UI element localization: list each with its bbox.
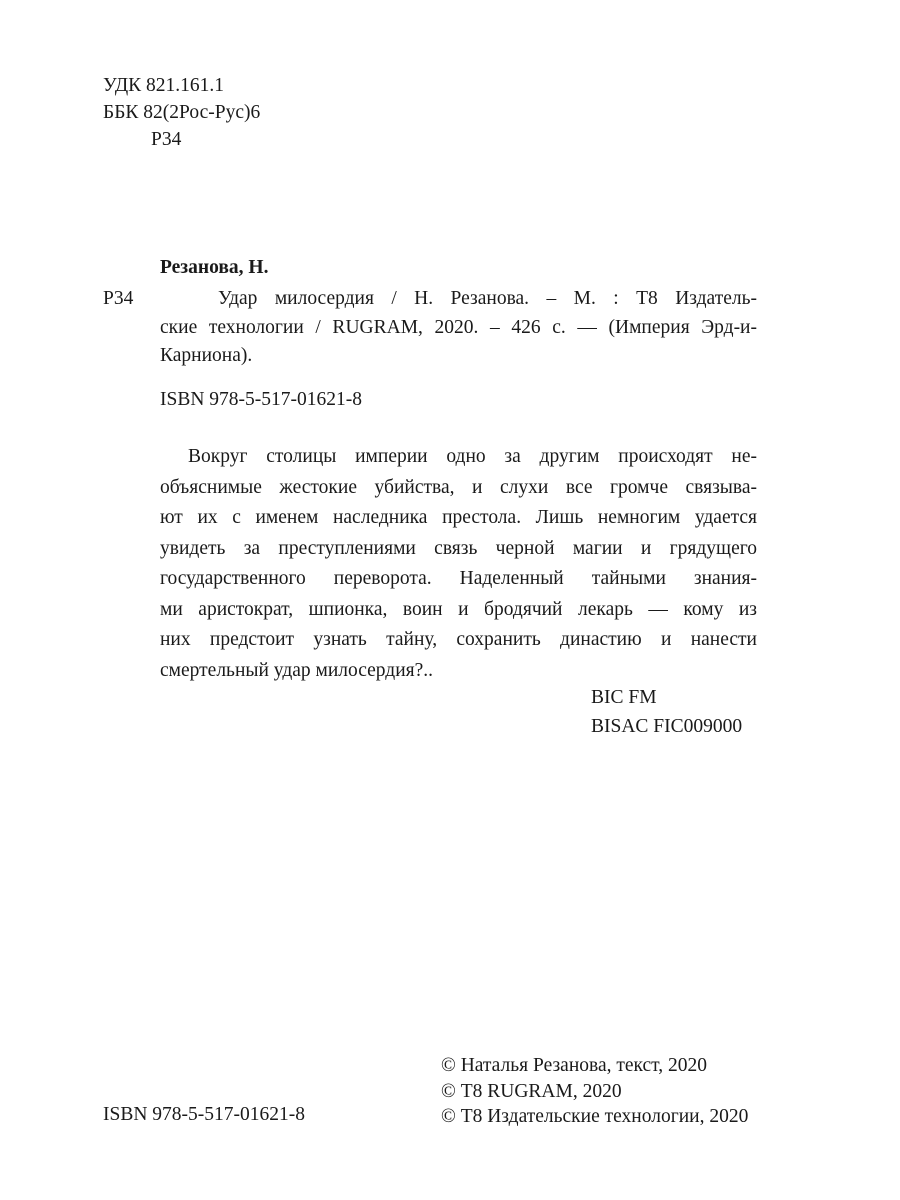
bbk-code: ББК 82(2Рос-Рус)6 bbox=[103, 102, 261, 123]
annotation-line: объяснимые жестокие убийства, и слухи все громче связыва- bbox=[160, 476, 757, 498]
bic-code: BIC FM bbox=[591, 687, 657, 708]
annotation-line: увидеть за преступлениями связь черной магии и грядущего bbox=[160, 537, 757, 559]
bibliographic-description bbox=[160, 285, 757, 371]
annotation-line: смертельный удар милосердия?.. bbox=[160, 659, 434, 681]
description-line: ские технологии / RUGRAM, 2020. – 426 с. — (Империя Эрд-и- bbox=[160, 316, 757, 338]
annotation-line: них предстоит узнать тайну, сохранить династию и нанести bbox=[160, 629, 757, 650]
udk-code: УДК 821.161.1 bbox=[103, 75, 225, 96]
bisac-code: BISAC FIC009000 bbox=[591, 716, 743, 737]
margin-author-sign: Р34 bbox=[103, 288, 134, 309]
copyright-line: © Наталья Резанова, текст, 2020 bbox=[441, 1055, 707, 1076]
subject-codes bbox=[591, 683, 742, 741]
author-sign-code: Р34 bbox=[151, 129, 182, 150]
annotation-line: ют их с именем наследника престола. Лишь немногим удается bbox=[160, 507, 757, 528]
classification-block bbox=[103, 72, 260, 153]
description-line: Удар милосердия / Н. Резанова. – М. : Т8 Издатель- bbox=[218, 288, 757, 309]
copyright-line: © Т8 RUGRAM, 2020 bbox=[441, 1080, 622, 1102]
isbn: ISBN 978-5-517-01621-8 bbox=[160, 389, 363, 410]
annotation bbox=[160, 442, 757, 686]
annotation-line: Вокруг столицы империи одно за другим происходят не- bbox=[188, 446, 757, 467]
footer-isbn: ISBN 978-5-517-01621-8 bbox=[103, 1104, 306, 1125]
author-heading: Резанова, Н. bbox=[160, 257, 269, 278]
copyright-block bbox=[441, 1053, 748, 1130]
annotation-line: ми аристократ, шпионка, воин и бродячий лекарь — кому из bbox=[160, 598, 757, 620]
copyright-line: © Т8 Издательские технологии, 2020 bbox=[441, 1106, 749, 1127]
description-line: Карниона). bbox=[160, 345, 253, 366]
annotation-line: государственного переворота. Наделенный тайными знания- bbox=[160, 568, 757, 589]
